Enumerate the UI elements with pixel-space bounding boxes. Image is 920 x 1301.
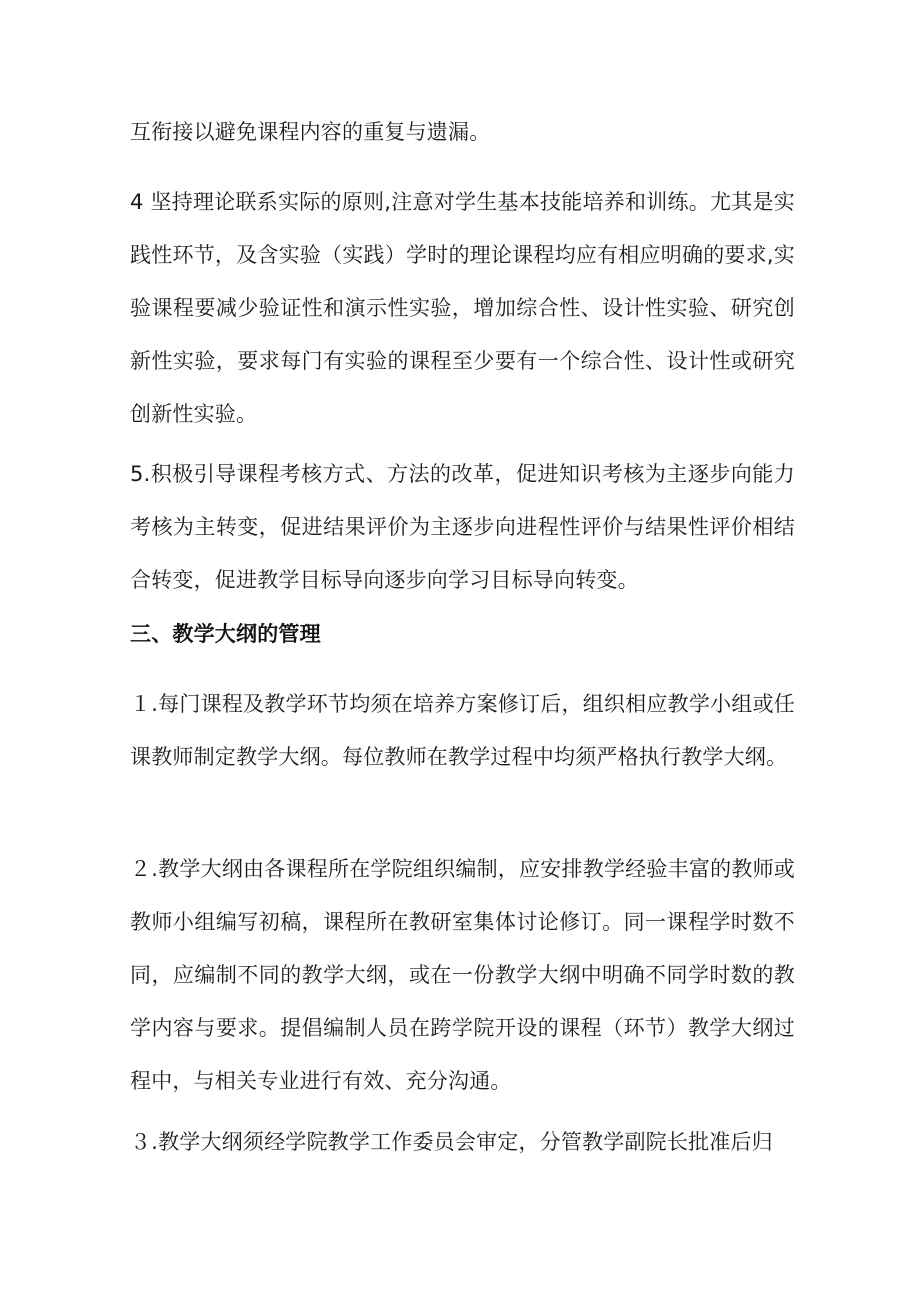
- paragraph-mgmt-1: １.每门课程及教学环节均须在培养方案修订后，组织相应教学小组或任课教师制定教学大纲。每位教师在教学过程中均须严格执行教学大纲。: [130, 692, 795, 769]
- paragraph-mgmt-2: ２.教学大纲由各课程所在学院组织编制，应安排教学经验丰富的教师或教师小组编写初稿，课程所在教研室集体讨论修订。同一课程学时数不同，应编制不同的教学大纲，或在一份教学大纲中明确不同学时数的教学内容与要求。提倡编制人员在跨学院开设的课程（环节）教学大纲过程中，与相关专业进行有效、充分沟通。: [130, 857, 795, 1093]
- section-heading-3: 三、教学大纲的管理: [130, 622, 321, 646]
- paragraph-item-5: 5.积极引导课程考核方式、方法的改革，促进知识考核为主逐步向能力考核为主转变，促进结果评价为主逐步向进程性评价与结果性评价相结合转变，促进教学目标导向逐步向学习目标导向转变。: [130, 462, 795, 592]
- paragraph-continuation: 互衔接以避免课程内容的重复与遗漏。: [130, 120, 491, 144]
- paragraph-item-4: 4 坚持理论联系实际的原则,注意对学生基本技能培养和训练。尤其是实践性环节，及含实验（实践）学时的理论课程均应有相应明确的要求,实验课程要减少验证性和演示性实验，增加综合性、设计性实验、研究创新性实验，要求每门有实验的课程至少要有一个综合性、设计性或研究创新性实验。: [130, 190, 795, 426]
- paragraph-mgmt-3: ３.教学大纲须经学院教学工作委员会审定，分管教学副院长批准后归: [130, 1130, 773, 1154]
